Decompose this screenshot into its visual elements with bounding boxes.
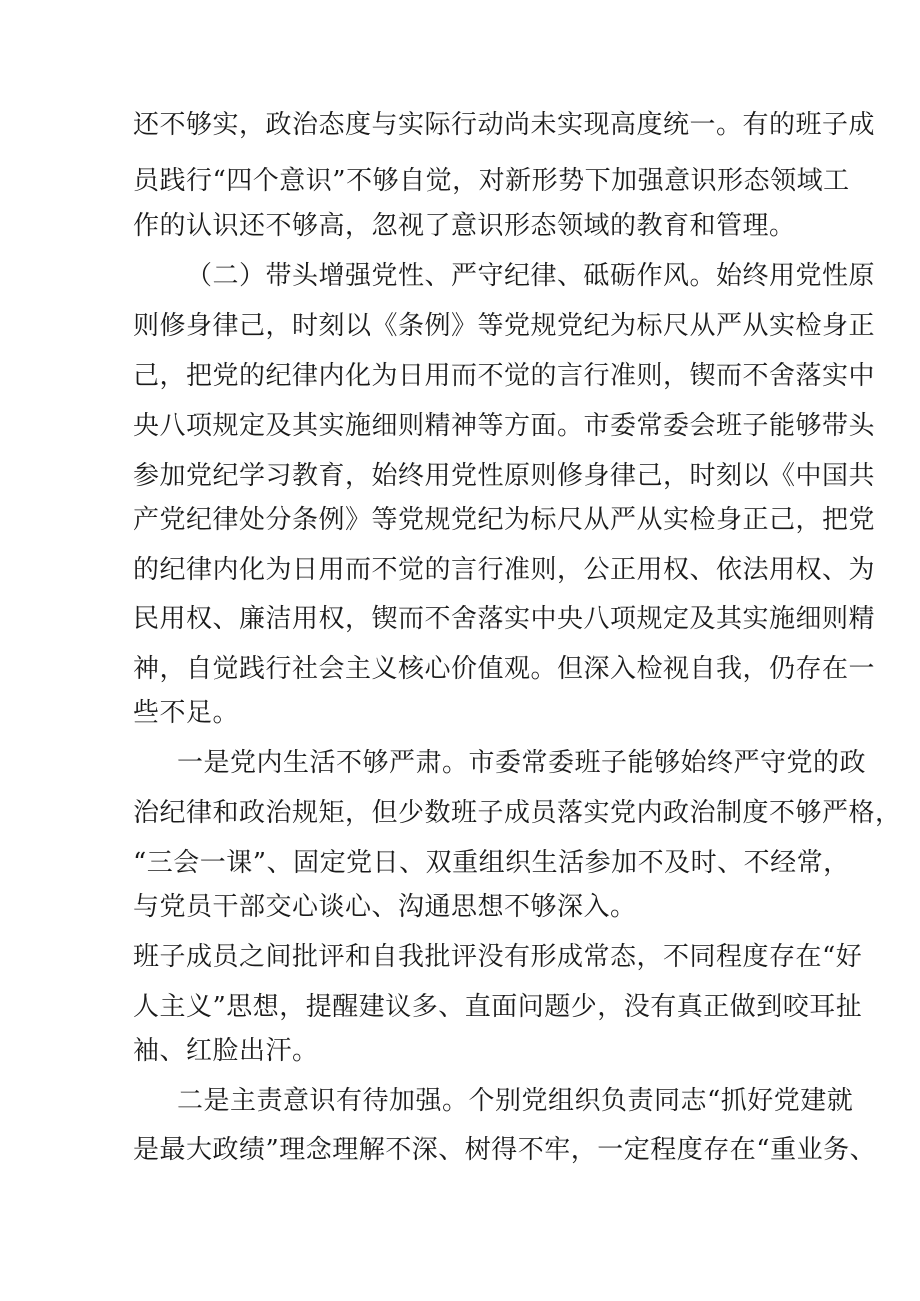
text-line: 一是党内生活不够严肃。市委常委班子能够始终严守党的政 <box>177 748 867 778</box>
text-line: 与党员干部交心谈心、沟通思想不够深入。 <box>133 892 637 922</box>
text-line: 治纪律和政治规矩，但少数班子成员落实党内政治制度不够严格， <box>133 798 902 828</box>
text-line: 人主义”思想，提醒建议多、直面问题少，没有真正做到咬耳扯 <box>133 992 863 1022</box>
text-line: 产党纪律处分条例》等党规党纪为标尺从严从实检身正己，把党 <box>133 505 876 535</box>
text-line: 还不够实，政治态度与实际行动尚未实现高度统一。有的班子成 <box>133 110 876 140</box>
text-line: 些不足。 <box>133 698 240 728</box>
text-line: 二是主责意识有待加强。个别党组织负责同志“抓好党建就 <box>177 1086 854 1116</box>
text-line: 参加党纪学习教育，始终用党性原则修身律己，时刻以《中国共 <box>133 461 876 491</box>
text-line: 的纪律内化为日用而不觉的言行准则，公正用权、依法用权、为 <box>133 555 876 585</box>
text-line: 袖、红脸出汗。 <box>133 1036 319 1066</box>
text-line: 是最大政绩”理念理解不深、树得不牢，一定程度存在“重业务、 <box>133 1135 877 1165</box>
text-line: 班子成员之间批评和自我批评没有形成常态，不同程度存在“好 <box>133 942 863 972</box>
text-line: “三会一课”、固定党日、双重组织生活参加不及时、不经常， <box>133 848 850 878</box>
text-line: 神，自觉践行社会主义核心价值观。但深入检视自我，仍存在一 <box>133 654 876 684</box>
text-line: 则修身律己，时刻以《条例》等党规党纪为标尺从严从实检身正 <box>133 311 876 341</box>
text-line: 员践行“四个意识”不够自觉，对新形势下加强意识形态领域工 <box>133 166 850 196</box>
text-line: 作的认识还不够高，忽视了意识形态领域的教育和管理。 <box>133 211 796 241</box>
text-line: 己，把党的纪律内化为日用而不觉的言行准则，锲而不舍落实中 <box>133 361 876 391</box>
section-heading-line: （二）带头增强党性、严守纪律、砥砺作风。始终用党性原 <box>186 261 876 291</box>
text-line: 央八项规定及其实施细则精神等方面。市委常委会班子能够带头 <box>133 411 876 441</box>
text-line: 民用权、廉洁用权，锲而不舍落实中央八项规定及其实施细则精 <box>133 604 876 634</box>
